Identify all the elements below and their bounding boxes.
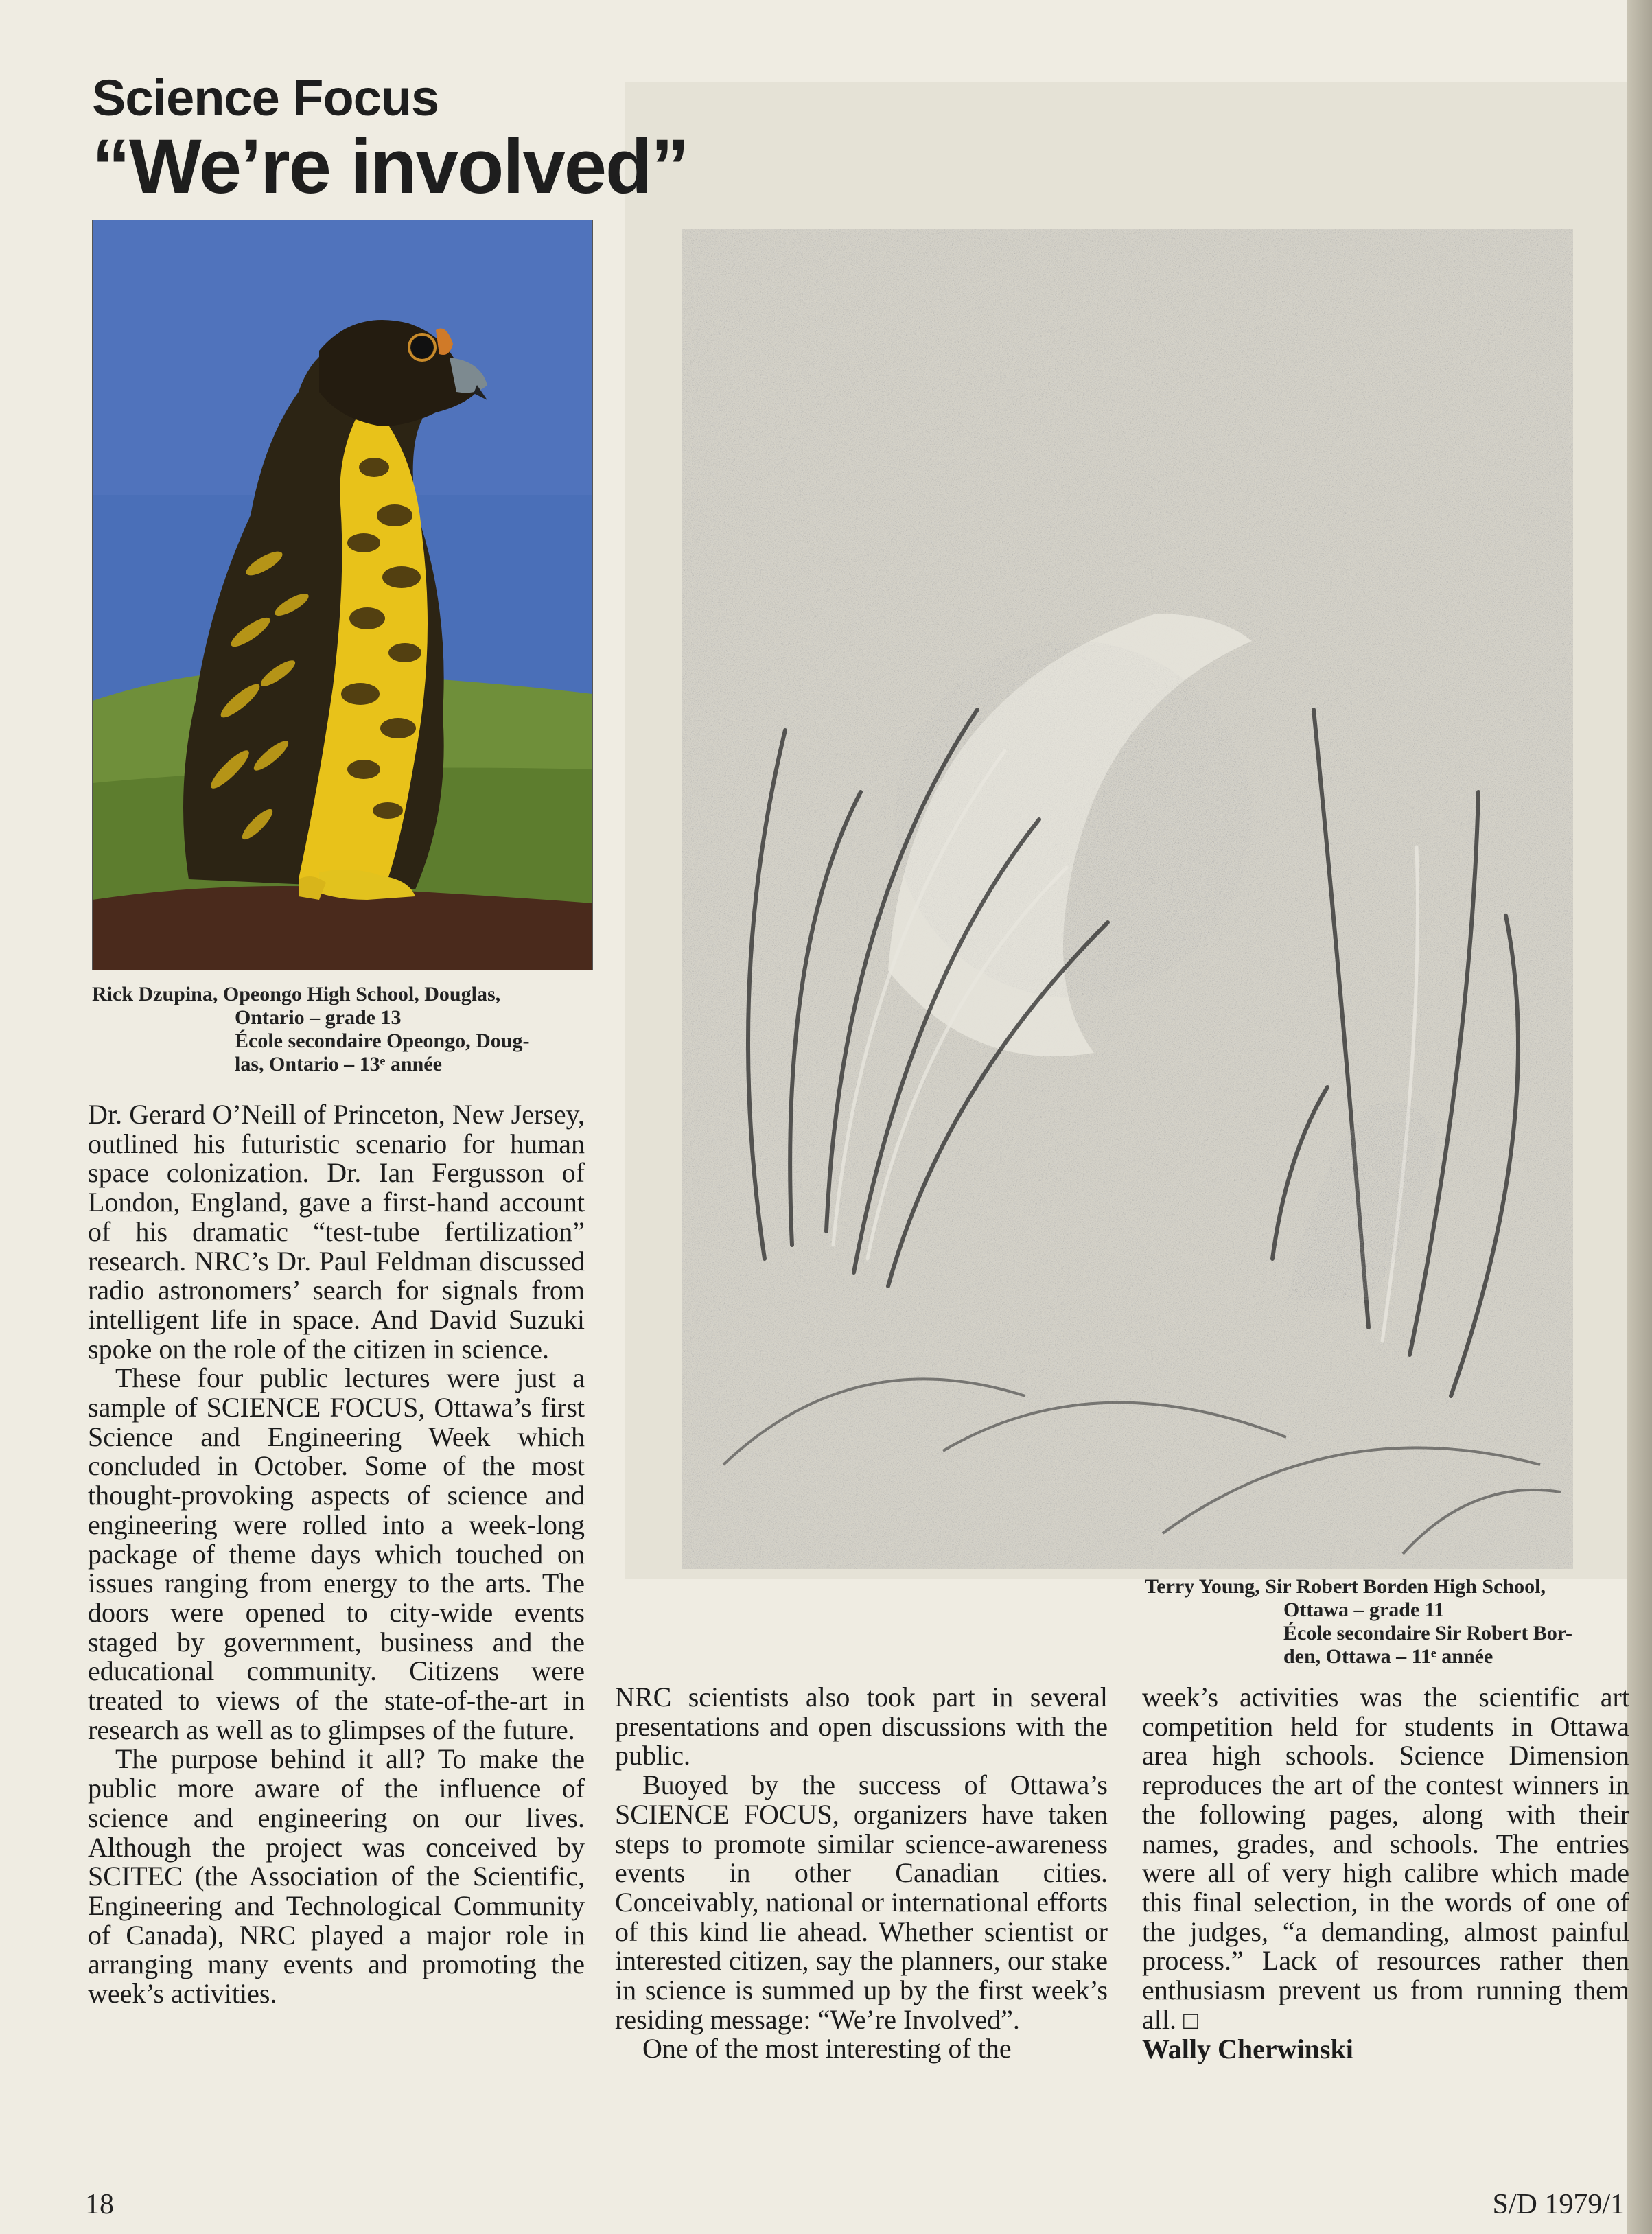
- paragraph: The purpose behind it all? To make the public more aware of the influence of science and engineering on our lives. Although the project was conceived by SCITEC (the Association of the Scientific, Engineering and Technological Community of Canada), NRC played a major role in arranging many events and promoting the week’s activities.: [88, 1743, 585, 2010]
- stippled-drawing: [682, 229, 1573, 1569]
- section-title: Science Focus: [92, 69, 439, 126]
- figure-2-caption: [1145, 1575, 1625, 1668]
- caption-line: École secondaire Opeongo, Doug-: [235, 1029, 530, 1052]
- caption-line: École secondaire Sir Robert Bor-: [1283, 1622, 1573, 1644]
- caption-line: Terry Young, Sir Robert Borden High School,: [1145, 1575, 1546, 1598]
- article-column-2: [615, 1683, 1108, 2064]
- paragraph: Buoyed by the success of Ottawa’s SCIENCE FOCUS, organizers have taken steps to promote similar science-awareness events in other Canadian cities. Conceivably, national or international efforts of this kind lie ahead. Whether scientist or interested citizen, say the planners, our stake in science is summed up by the first week’s residing message: “We’re Involved”.: [615, 1769, 1108, 2035]
- article-headline: “We’re involved”: [92, 124, 688, 209]
- paragraph: One of the most interesting of the: [642, 2033, 1012, 2064]
- issue-label: S/D 1979/1: [1492, 2189, 1625, 2220]
- paragraph: [1142, 1683, 1629, 2035]
- page-number: 18: [85, 2189, 114, 2220]
- article-column-3: [1142, 1683, 1629, 2064]
- caption-line: Ontario – grade 13: [235, 1006, 402, 1029]
- paragraph: Dr. Gerard O’Neill of Princeton, New Jersey, outlined his futuristic scenario for human space colonization. Dr. Ian Fergusson of London, England, gave a first-hand account of his dramatic “test-tube fertilization” research. NRC’s Dr. Paul Feldman discussed radio astronomers’ search for signals from intelligent life in space. And David Suzuki spoke on the role of the citizen in science.: [88, 1099, 585, 1364]
- falcon-painting: [92, 220, 593, 970]
- paragraph: NRC scientists also took part in several presentations and open discussions with the public.: [615, 1682, 1108, 1771]
- page-edge: [1627, 0, 1652, 2234]
- caption-line: las, Ontario – 13ᵉ année: [235, 1053, 442, 1075]
- caption-line: Rick Dzupina, Opeongo High School, Douglas,: [92, 983, 501, 1005]
- figure-1-caption: [92, 983, 592, 1076]
- caption-line: den, Ottawa – 11ᵉ année: [1283, 1645, 1493, 1668]
- paragraph: These four public lectures were just a sample of SCIENCE FOCUS, Ottawa’s first Science and Engineering Week which concluded in October. Some of the most thought-provoking aspects of science and engineering were rolled into a week-long package of theme days which touched on issues ranging from energy to the arts. The doors were opened to city-wide events staged by government, business and the educational community. Citizens were treated to views of the state-of-the-art in research as well as to glimpses of the future.: [88, 1362, 585, 1745]
- paragraph-text: week’s activities was the scientific art competition held for students in Ottawa area high schools. Science Dimension reproduces the art of the contest winners in the following pages, along with their names, grades, and schools. The entries were all of very high calibre which made this final selection, in the words of one of the judges, “a demanding, almost painful process.” Lack of resources rather then enthusiasm prevent us from running them all.: [1142, 1682, 1629, 2035]
- end-mark-icon: □: [1183, 2006, 1198, 2034]
- caption-line: Ottawa – grade 11: [1283, 1598, 1445, 1621]
- author-byline: Wally Cherwinski: [1142, 2034, 1353, 2065]
- article-column-1: [88, 1100, 585, 2009]
